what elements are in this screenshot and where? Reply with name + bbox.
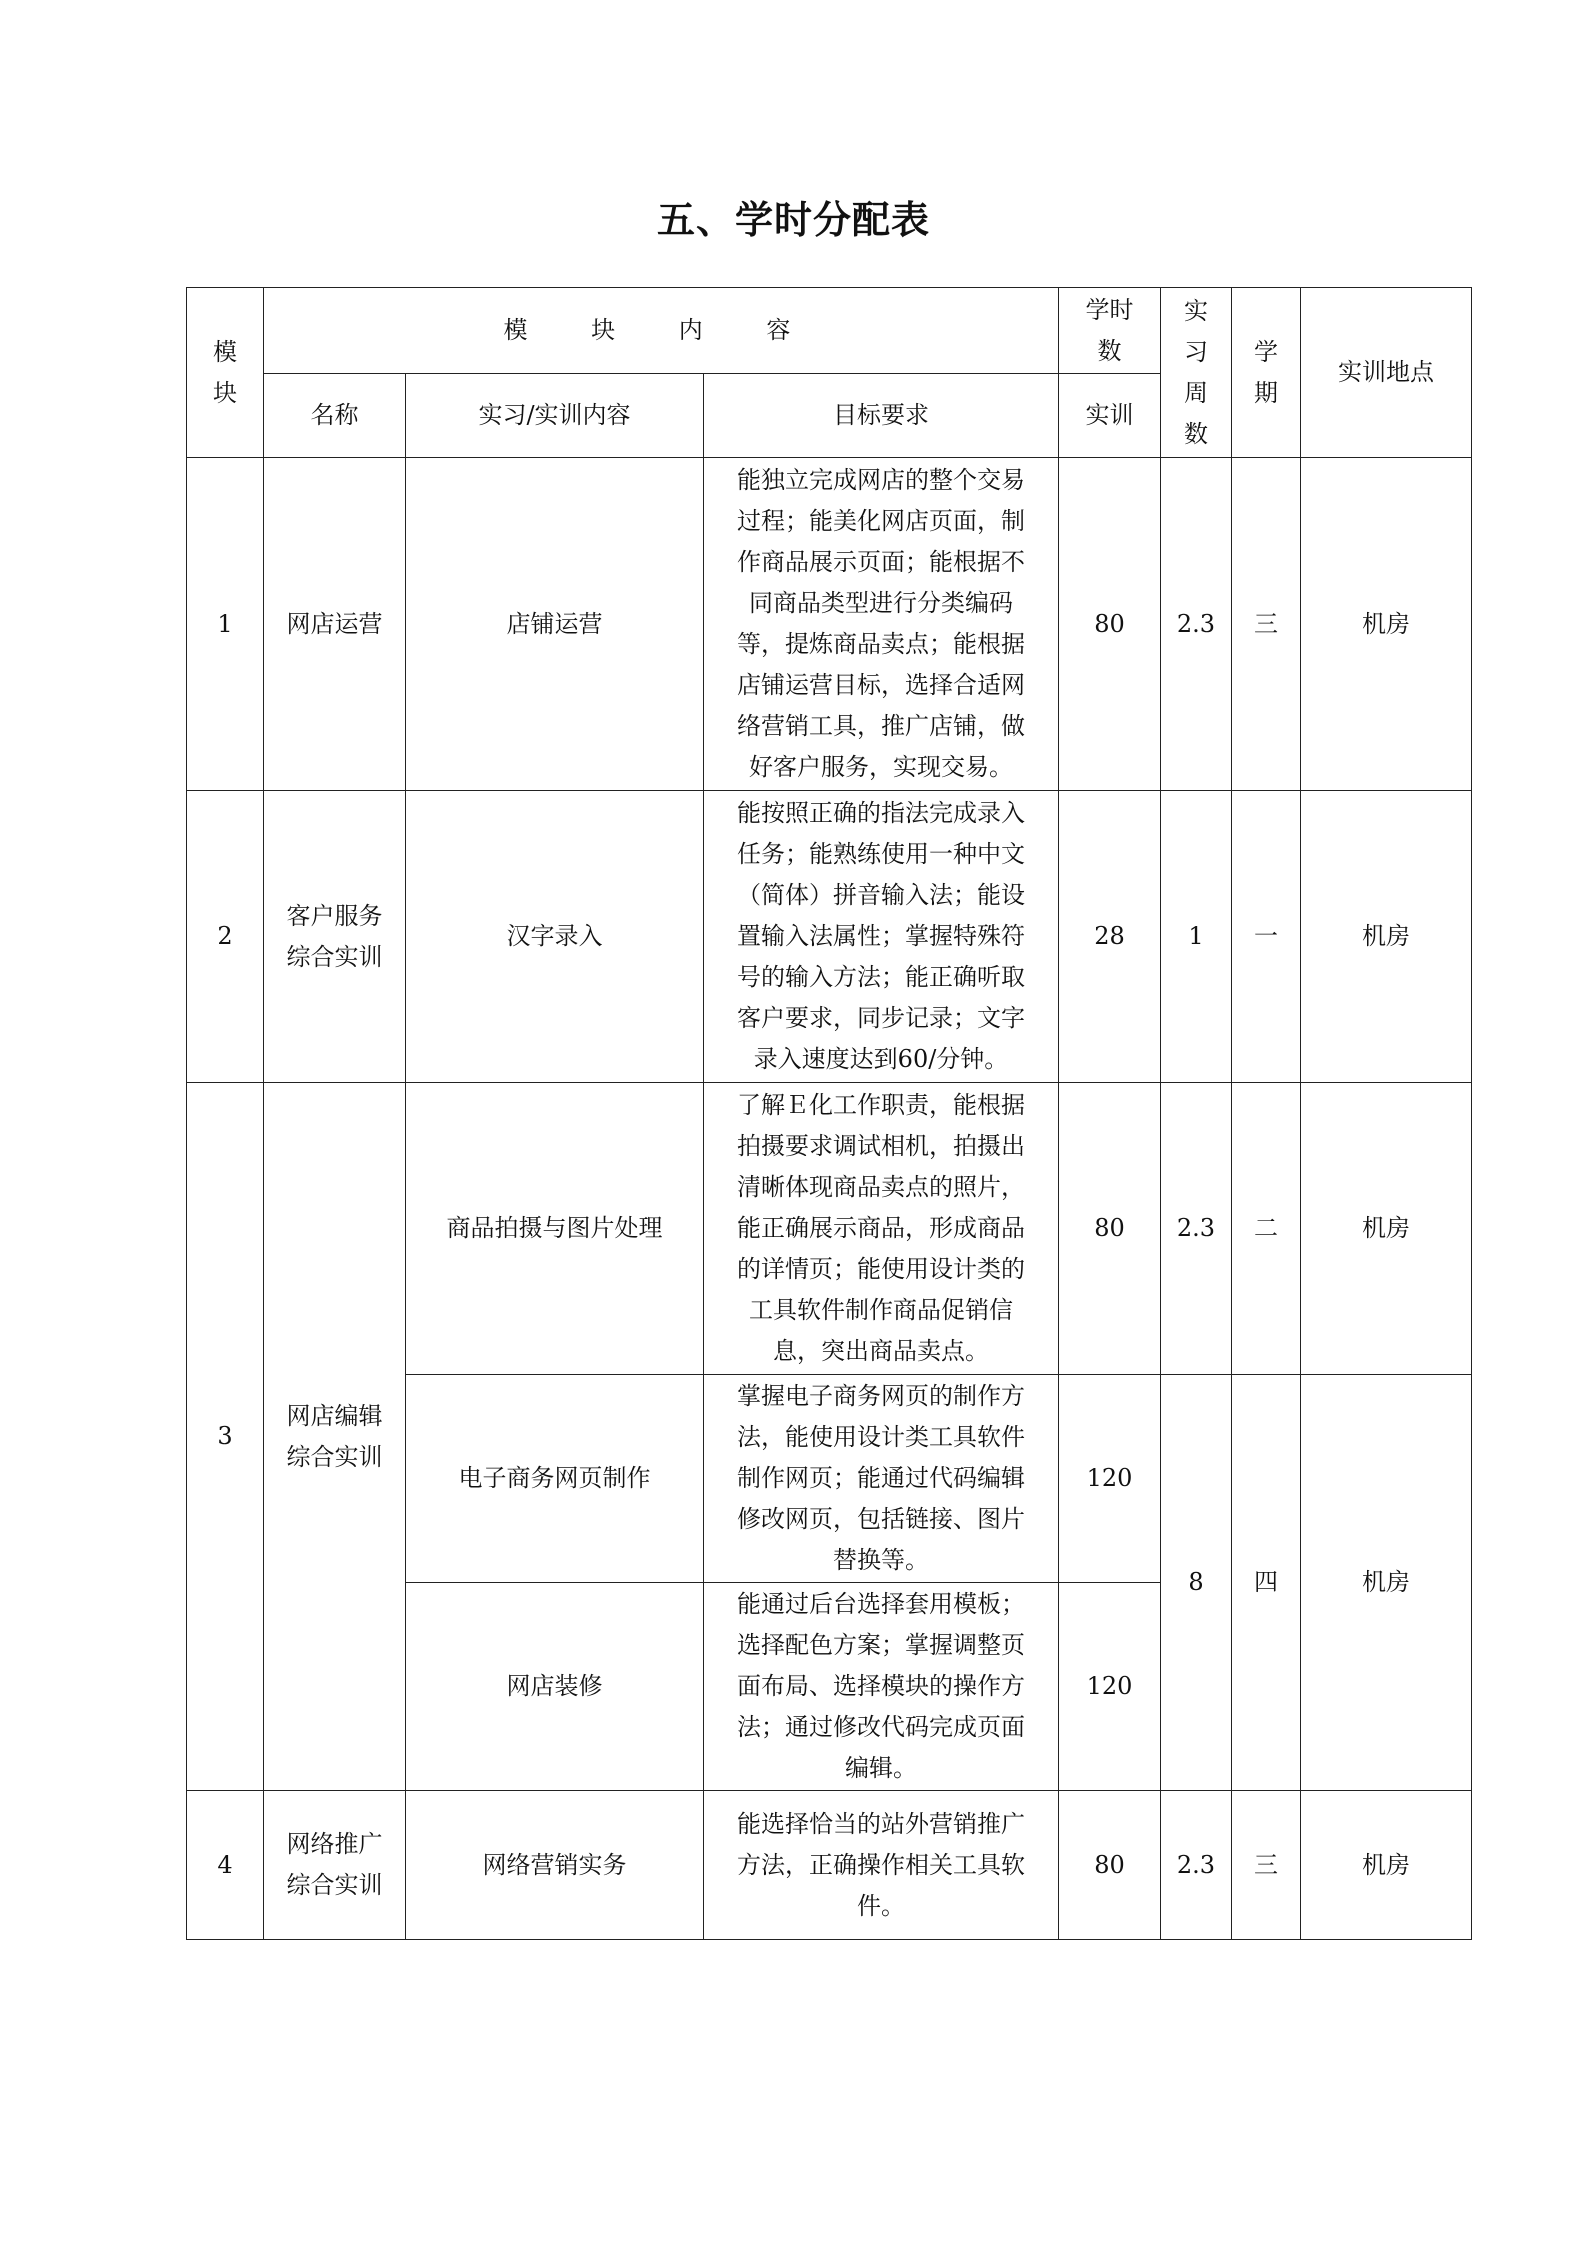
training-content: 汉字录入	[406, 791, 704, 1083]
training-content: 网店装修	[406, 1583, 704, 1791]
header-module-no: 模 块	[187, 288, 264, 458]
table-row	[187, 1791, 1472, 1940]
practice-weeks: 2.3	[1161, 1791, 1232, 1940]
goal-requirements: 能按照正确的指法完成录入 任务；能熟练使用一种中文 （简体）拼音输入法；能设 置输入法属性；掌握特殊符 号的输入方法；能正确听取 客户要求，同步记录；文字 录入速度达到60/分钟。	[704, 791, 1059, 1083]
training-location: 机房	[1301, 791, 1472, 1083]
training-hours: 120	[1059, 1583, 1161, 1791]
module-name: 网店运营	[264, 458, 406, 791]
term: 三	[1232, 1791, 1301, 1940]
table-row	[187, 791, 1472, 1083]
training-content: 店铺运营	[406, 458, 704, 791]
training-hours: 28	[1059, 791, 1161, 1083]
term: 一	[1232, 791, 1301, 1083]
module-no: 2	[187, 791, 264, 1083]
header-name: 名称	[264, 374, 406, 458]
training-content: 商品拍摄与图片处理	[406, 1083, 704, 1375]
header-weeks: 实 习 周 数	[1161, 288, 1232, 458]
practice-weeks: 1	[1161, 791, 1232, 1083]
training-hours: 80	[1059, 1083, 1161, 1375]
training-hours: 80	[1059, 458, 1161, 791]
module-name: 网店编辑 综合实训	[264, 1083, 406, 1791]
header-goal: 目标要求	[704, 374, 1059, 458]
term: 二	[1232, 1083, 1301, 1375]
module-no: 3	[187, 1083, 264, 1791]
table-row	[187, 1083, 1472, 1375]
term: 四	[1232, 1375, 1301, 1791]
page-title: 五、学时分配表	[656, 198, 930, 242]
module-name: 客户服务 综合实训	[264, 791, 406, 1083]
term: 三	[1232, 458, 1301, 791]
hours-allocation-table	[186, 287, 1472, 1940]
practice-weeks: 2.3	[1161, 1083, 1232, 1375]
goal-requirements: 了解Ｅ化工作职责，能根据 拍摄要求调试相机，拍摄出 清晰体现商品卖点的照片， 能正确展示商品，形成商品 的详情页；能使用设计类的 工具软件制作商品促销信 息，突出商品卖点。	[704, 1083, 1059, 1375]
goal-requirements: 能选择恰当的站外营销推广 方法，正确操作相关工具软 件。	[704, 1791, 1059, 1940]
header-hours: 学时 数	[1059, 288, 1161, 374]
table-row	[187, 458, 1472, 791]
header-row-1	[187, 288, 1472, 374]
training-hours: 80	[1059, 1791, 1161, 1940]
goal-requirements: 能通过后台选择套用模板； 选择配色方案；掌握调整页 面布局、选择模块的操作方 法；通过修改代码完成页面 编辑。	[704, 1583, 1059, 1791]
header-term: 学 期	[1232, 288, 1301, 458]
goal-requirements: 能独立完成网店的整个交易 过程；能美化网店页面，制 作商品展示页面；能根据不 同商品类型进行分类编码 等，提炼商品卖点；能根据 店铺运营目标，选择合适网 络营销工具，推广店铺，做 好客户服务，实现交易。	[704, 458, 1059, 791]
practice-weeks: 8	[1161, 1375, 1232, 1791]
goal-requirements: 掌握电子商务网页的制作方 法，能使用设计类工具软件 制作网页；能通过代码编辑 修改网页，包括链接、图片 替换等。	[704, 1375, 1059, 1583]
training-location: 机房	[1301, 1083, 1472, 1375]
training-location: 机房	[1301, 1791, 1472, 1940]
module-no: 4	[187, 1791, 264, 1940]
header-location: 实训地点	[1301, 288, 1472, 458]
header-hours-sub: 实训	[1059, 374, 1161, 458]
module-name: 网络推广 综合实训	[264, 1791, 406, 1940]
practice-weeks: 2.3	[1161, 458, 1232, 791]
module-no: 1	[187, 458, 264, 791]
training-content: 电子商务网页制作	[406, 1375, 704, 1583]
header-content: 实习/实训内容	[406, 374, 704, 458]
training-content: 网络营销实务	[406, 1791, 704, 1940]
header-module-content: 模 块 内 容	[264, 288, 1059, 374]
training-location: 机房	[1301, 1375, 1472, 1791]
training-location: 机房	[1301, 458, 1472, 791]
training-hours: 120	[1059, 1375, 1161, 1583]
